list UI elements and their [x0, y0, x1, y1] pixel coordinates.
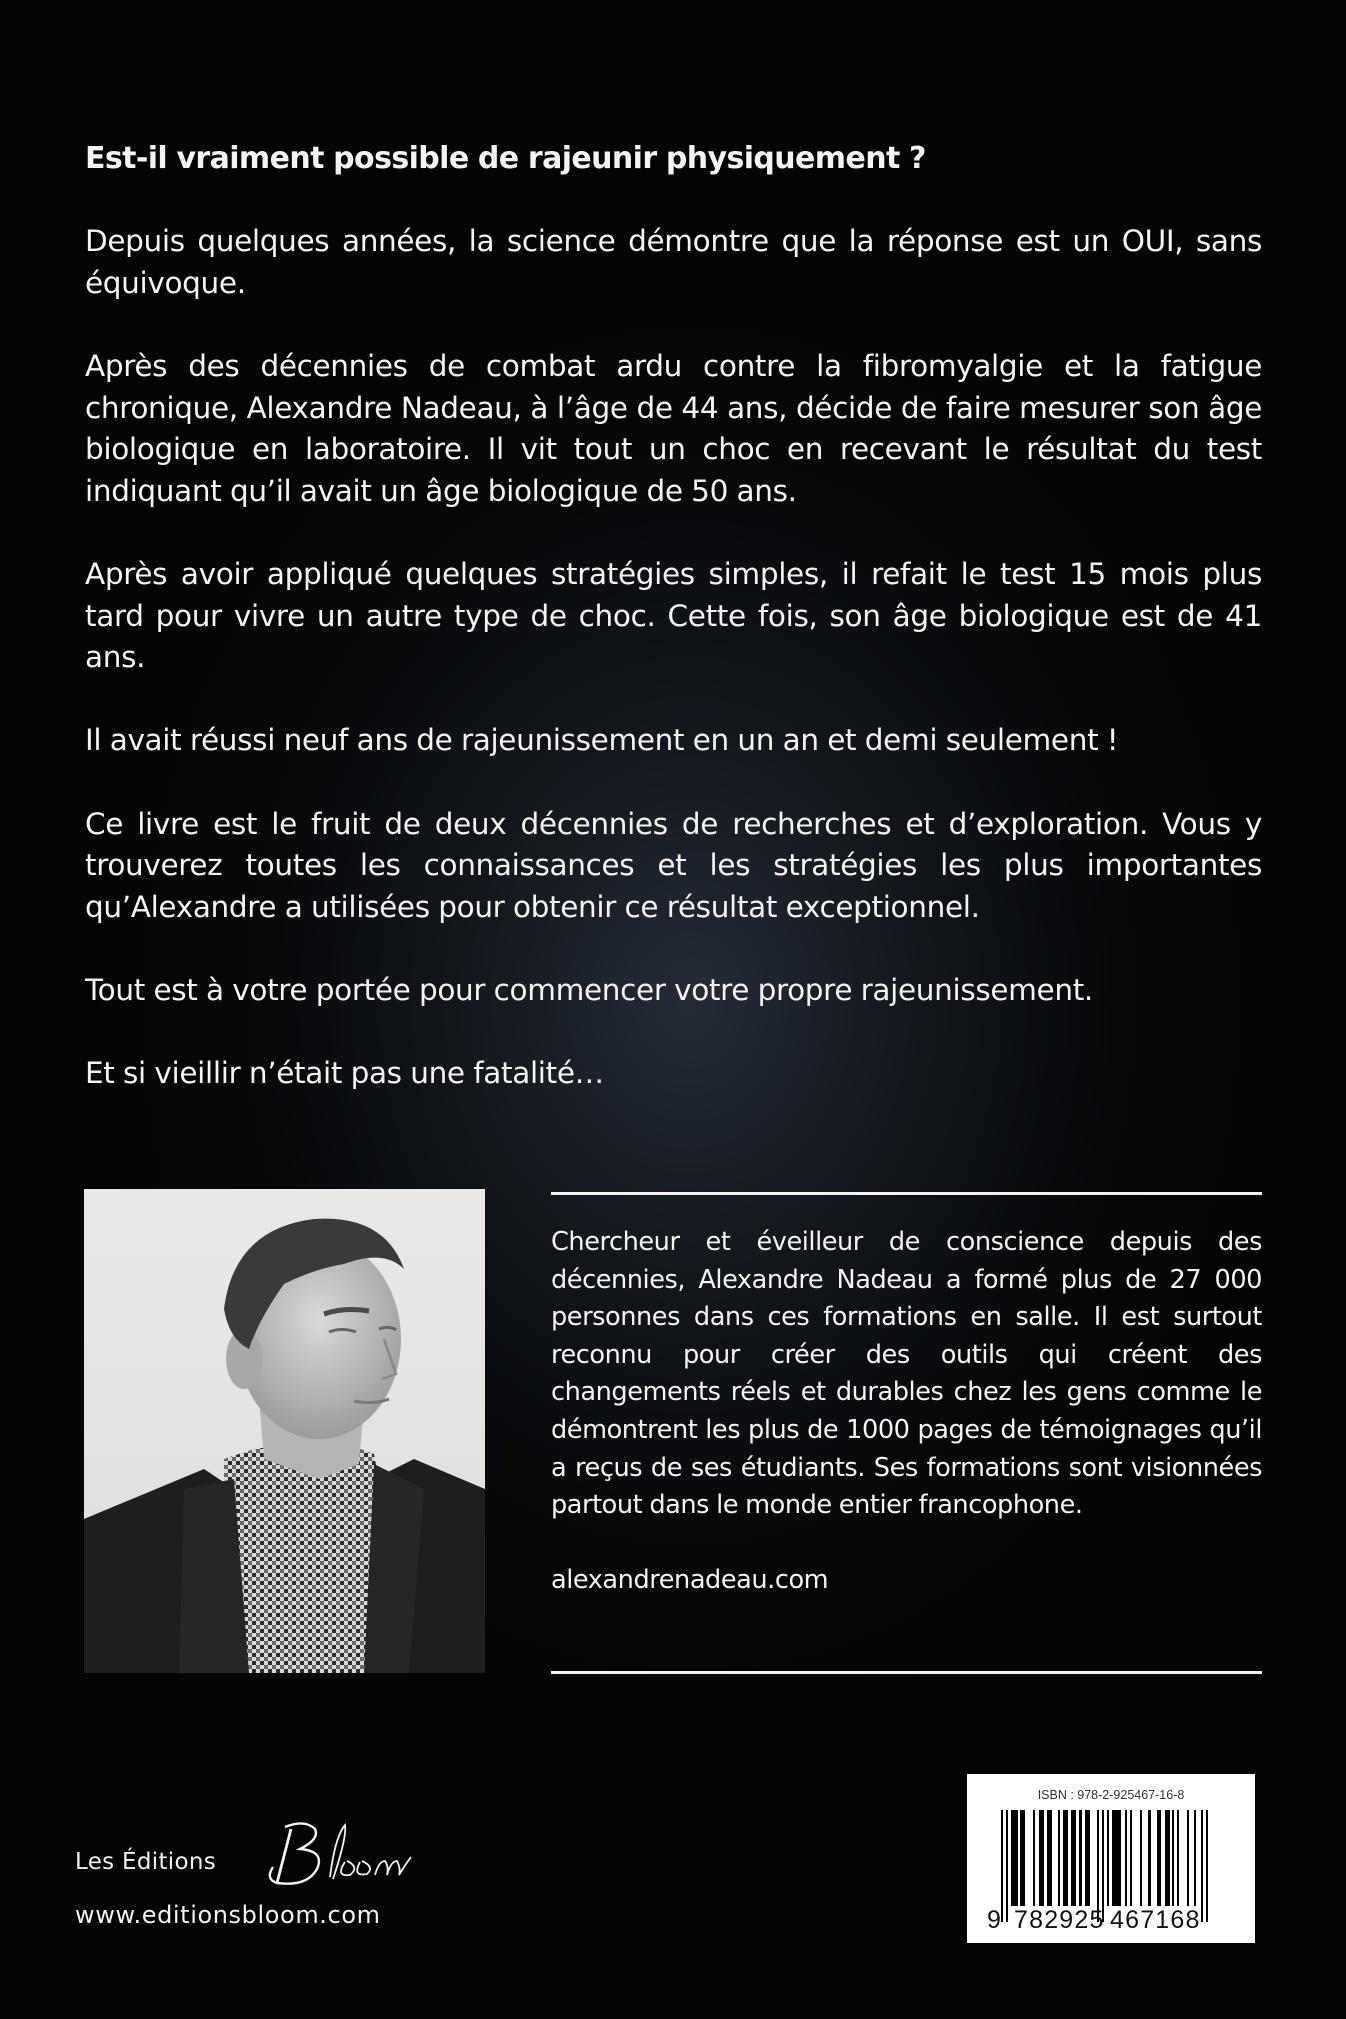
barcode-digit-first: 9 — [987, 1906, 1003, 1934]
blurb-paragraph-5: Ce livre est le fruit de deux décennies de recherches et d’exploration. Vous y trouverez toutes les connaissances et les stratégies les plus importantes qu’Alexandre a utilisées pour obtenir ce résultat exceptionnel. — [85, 806, 1262, 924]
publisher-logo — [75, 1815, 475, 1935]
isbn-label: ISBN : 978-2-925467-16-8 — [1037, 1788, 1185, 1802]
blurb-paragraph-2: Après des décennies de combat ardu contre la fibromyalgie et la fatigue chronique, Alexandre Nadeau, à l’âge de 44 ans, décide de faire mesurer son âge biologique en laboratoire. Il vit tout un choc en recevant le résultat du test indiquant qu’il avait un âge biologique de 50 ans. — [85, 348, 1262, 508]
bio-top-divider — [551, 1192, 1262, 1195]
publisher-prefix: Les Éditions — [75, 1849, 217, 1875]
barcode-digits-right: 467168 — [1110, 1906, 1201, 1934]
bio-bottom-divider — [551, 1671, 1262, 1674]
author-bio — [551, 1224, 1262, 1600]
blurb-paragraph-6: Tout est à votre portée pour commencer votre propre rajeunissement. — [85, 972, 1093, 1007]
author-photo — [84, 1189, 485, 1673]
blurb-paragraph-7: Et si vieillir n’était pas une fatalité… — [85, 1056, 604, 1091]
barcode-digits-left: 782925 — [1014, 1906, 1105, 1934]
blurb-paragraph-3: Après avoir appliqué quelques stratégies simples, il refait le test 15 mois plus tard pour vivre un autre type de choc. Cette fois, son âge biologique est de 41 ans. — [85, 556, 1262, 675]
author-bio-text: Chercheur et éveilleur de conscience depuis des décennies, Alexandre Nadeau a formé plus de 27 000 personnes dans ces formations en salle. Il est surtout reconnu pour créer des outils qui créent des changements réels et durables chez les gens comme le démontrent les plus de 1000 pages de témoignages qu’il a reçus de ses étudiants. Ses formations sont visionnées partout dans le monde entier francophone. — [551, 1227, 1262, 1521]
publisher-website-link[interactable]: www.editionsbloom.com — [75, 1901, 381, 1929]
isbn-barcode — [967, 1774, 1255, 1943]
blurb-paragraph-1: Depuis quelques années, la science démontre que la réponse est un OUI, sans équivoque. — [85, 224, 1262, 300]
blurb-paragraph-4: Il avait réussi neuf ans de rajeunissement en un an et demi seulement ! — [85, 723, 1119, 758]
author-website-link[interactable]: alexandrenadeau.com — [551, 1565, 829, 1596]
author-portrait-illustration — [84, 1189, 485, 1673]
headline: Est-il vraiment possible de rajeunir physiquement ? — [85, 141, 926, 176]
back-cover-blurb — [85, 138, 1262, 1136]
bloom-script-logo-icon — [255, 1817, 415, 1897]
